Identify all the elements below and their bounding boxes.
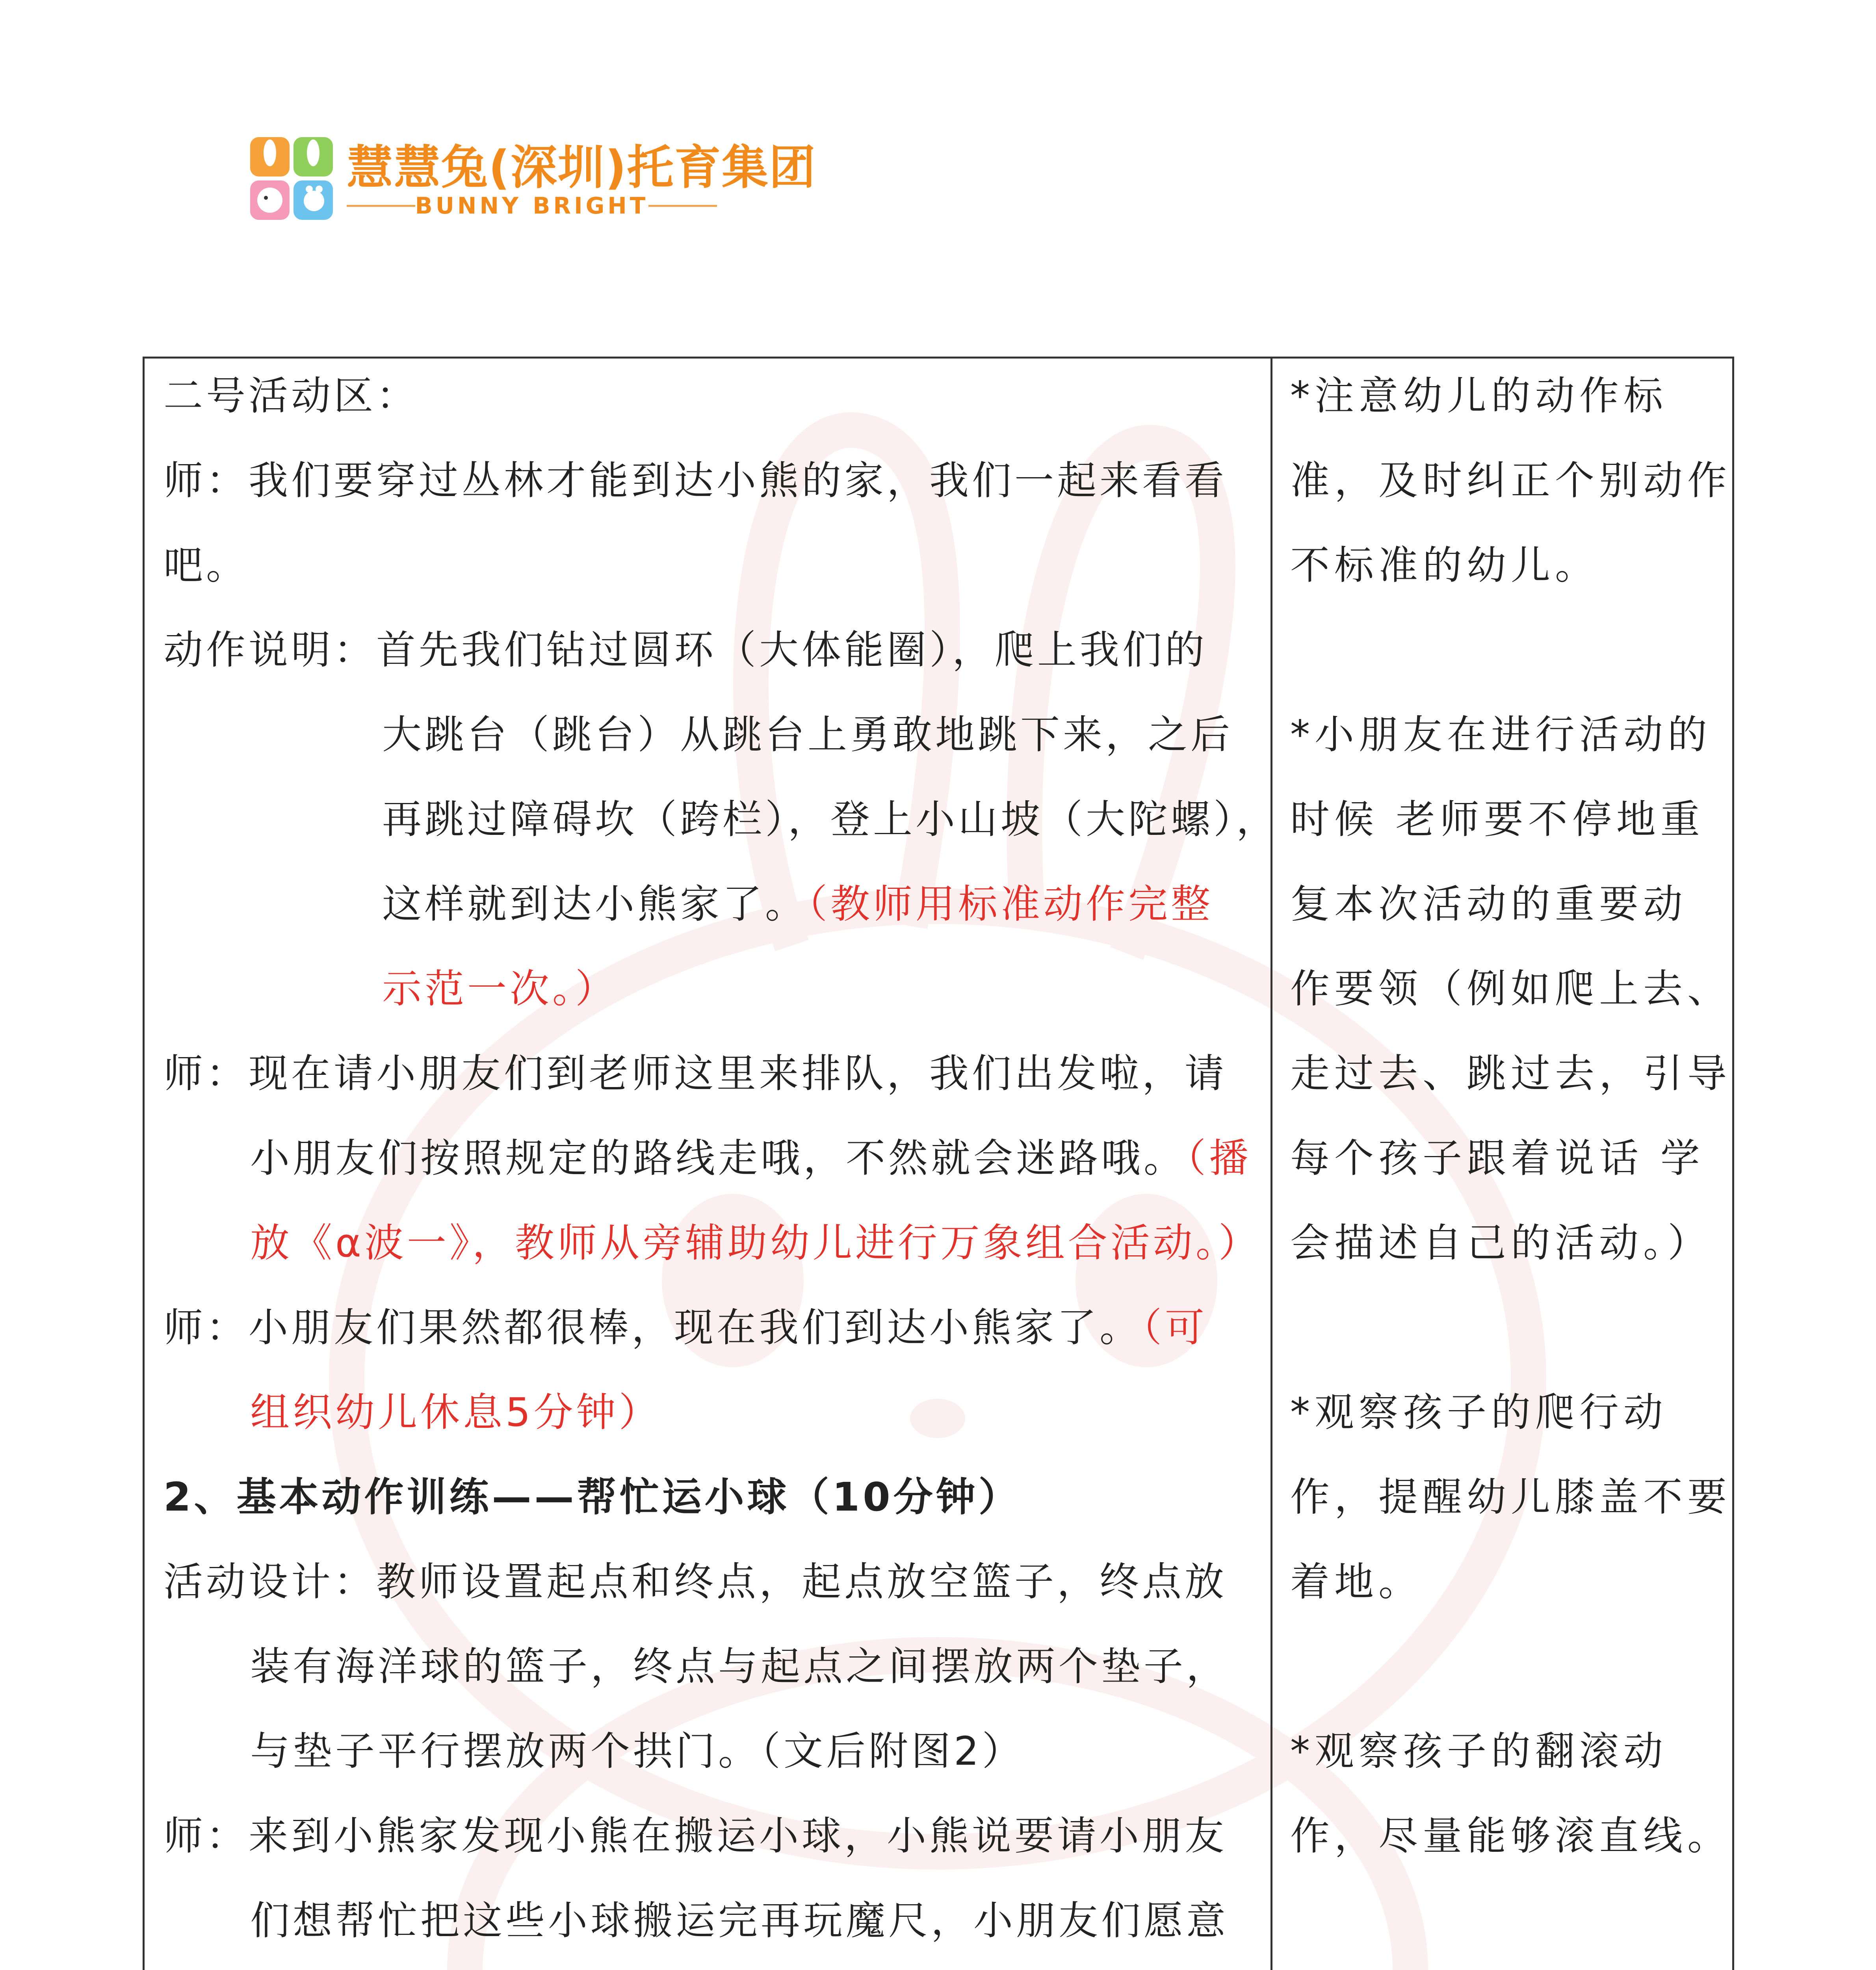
text-line: 师：我们要穿过丛林才能到达小熊的家，我们一起来看看 [163,457,1227,504]
text-line: 师：来到小熊家发现小熊在搬运小球，小熊说要请小朋友 [163,1813,1227,1859]
note-line: 会描述自己的活动。） [1290,1220,1712,1266]
note-line: *小朋友在进行活动的 [1290,712,1712,758]
text-line: 动作说明：首先我们钻过圆环（大体能圈），爬上我们的 [163,627,1207,673]
section-heading: 二号活动区： [163,373,419,419]
note-line: 不标准的幼儿。 [1290,542,1599,588]
note-line: 每个孩子跟着说话 学 [1290,1135,1705,1181]
note-line: 作要领（例如爬上去、 [1290,966,1731,1012]
org-name-en-row [347,192,717,219]
text-span: 这样就到达小熊家了。 [382,881,808,927]
text-span: 小朋友们按照规定的路线走哦，不然就会迷路哦。 [250,1135,1186,1181]
org-name-cn: 慧慧兔(深圳)托育集团 [347,140,816,195]
note-line: *观察孩子的爬行动 [1290,1389,1668,1435]
teacher-note: （教师用标准动作完整 [808,881,1213,927]
text-line: 吧。 [163,542,249,588]
text-line: 大跳台（跳台）从跳台上勇敢地跳下来，之后 [382,712,1233,758]
text-line [250,1135,1252,1181]
text-line: 活动设计：教师设置起点和终点，起点放空篮子，终点放 [163,1559,1227,1605]
note-line: 走过去、跳过去，引导 [1290,1050,1731,1097]
bunny-bright-logo-icon [246,134,337,225]
divider [347,205,415,207]
teacher-note: 组织幼儿休息5分钟） [250,1389,661,1435]
note-line: 时候 老师要不停地重 [1290,796,1705,842]
note-line: 准，及时纠正个别动作 [1290,457,1731,504]
text-line: 师：现在请小朋友们到老师这里来排队，我们出发啦，请 [163,1050,1227,1097]
note-line: 复本次活动的重要动 [1290,881,1687,927]
note-line: 作，尽量能够滚直线。 [1290,1813,1731,1859]
note-line: 作，提醒幼儿膝盖不要 [1290,1474,1731,1520]
text-line: 装有海洋球的篮子，终点与起点之间摆放两个垫子， [250,1643,1229,1689]
text-line: 再跳过障碍坎（跨栏），登上小山坡（大陀螺）， [382,796,1279,842]
note-line: 着地。 [1290,1559,1423,1605]
text-line: 们想帮忙把这些小球搬运完再玩魔尺，小朋友们愿意 [250,1898,1229,1944]
teacher-note: 示范一次。） [382,966,618,1012]
section-heading: 2、基本动作训练——帮忙运小球（10分钟） [163,1474,1021,1520]
org-name-en: BUNNY BRIGHT [415,192,649,219]
teacher-note: 放《α波一》，教师从旁辅助幼儿进行万象组合活动。） [250,1220,1261,1266]
text-span: 师：小朋友们果然都很棒，现在我们到达小熊家了。 [163,1305,1142,1351]
text-line [382,881,1213,927]
teacher-note: （可 [1142,1305,1207,1351]
note-line: *注意幼儿的动作标 [1290,373,1668,419]
note-line: *观察孩子的翻滚动 [1290,1728,1668,1774]
text-line [163,1305,1207,1351]
divider [648,205,717,207]
column-divider [1270,357,1272,1970]
teacher-note: （播 [1186,1135,1252,1181]
text-line: 与垫子平行摆放两个拱门。（文后附图2） [250,1728,1025,1774]
